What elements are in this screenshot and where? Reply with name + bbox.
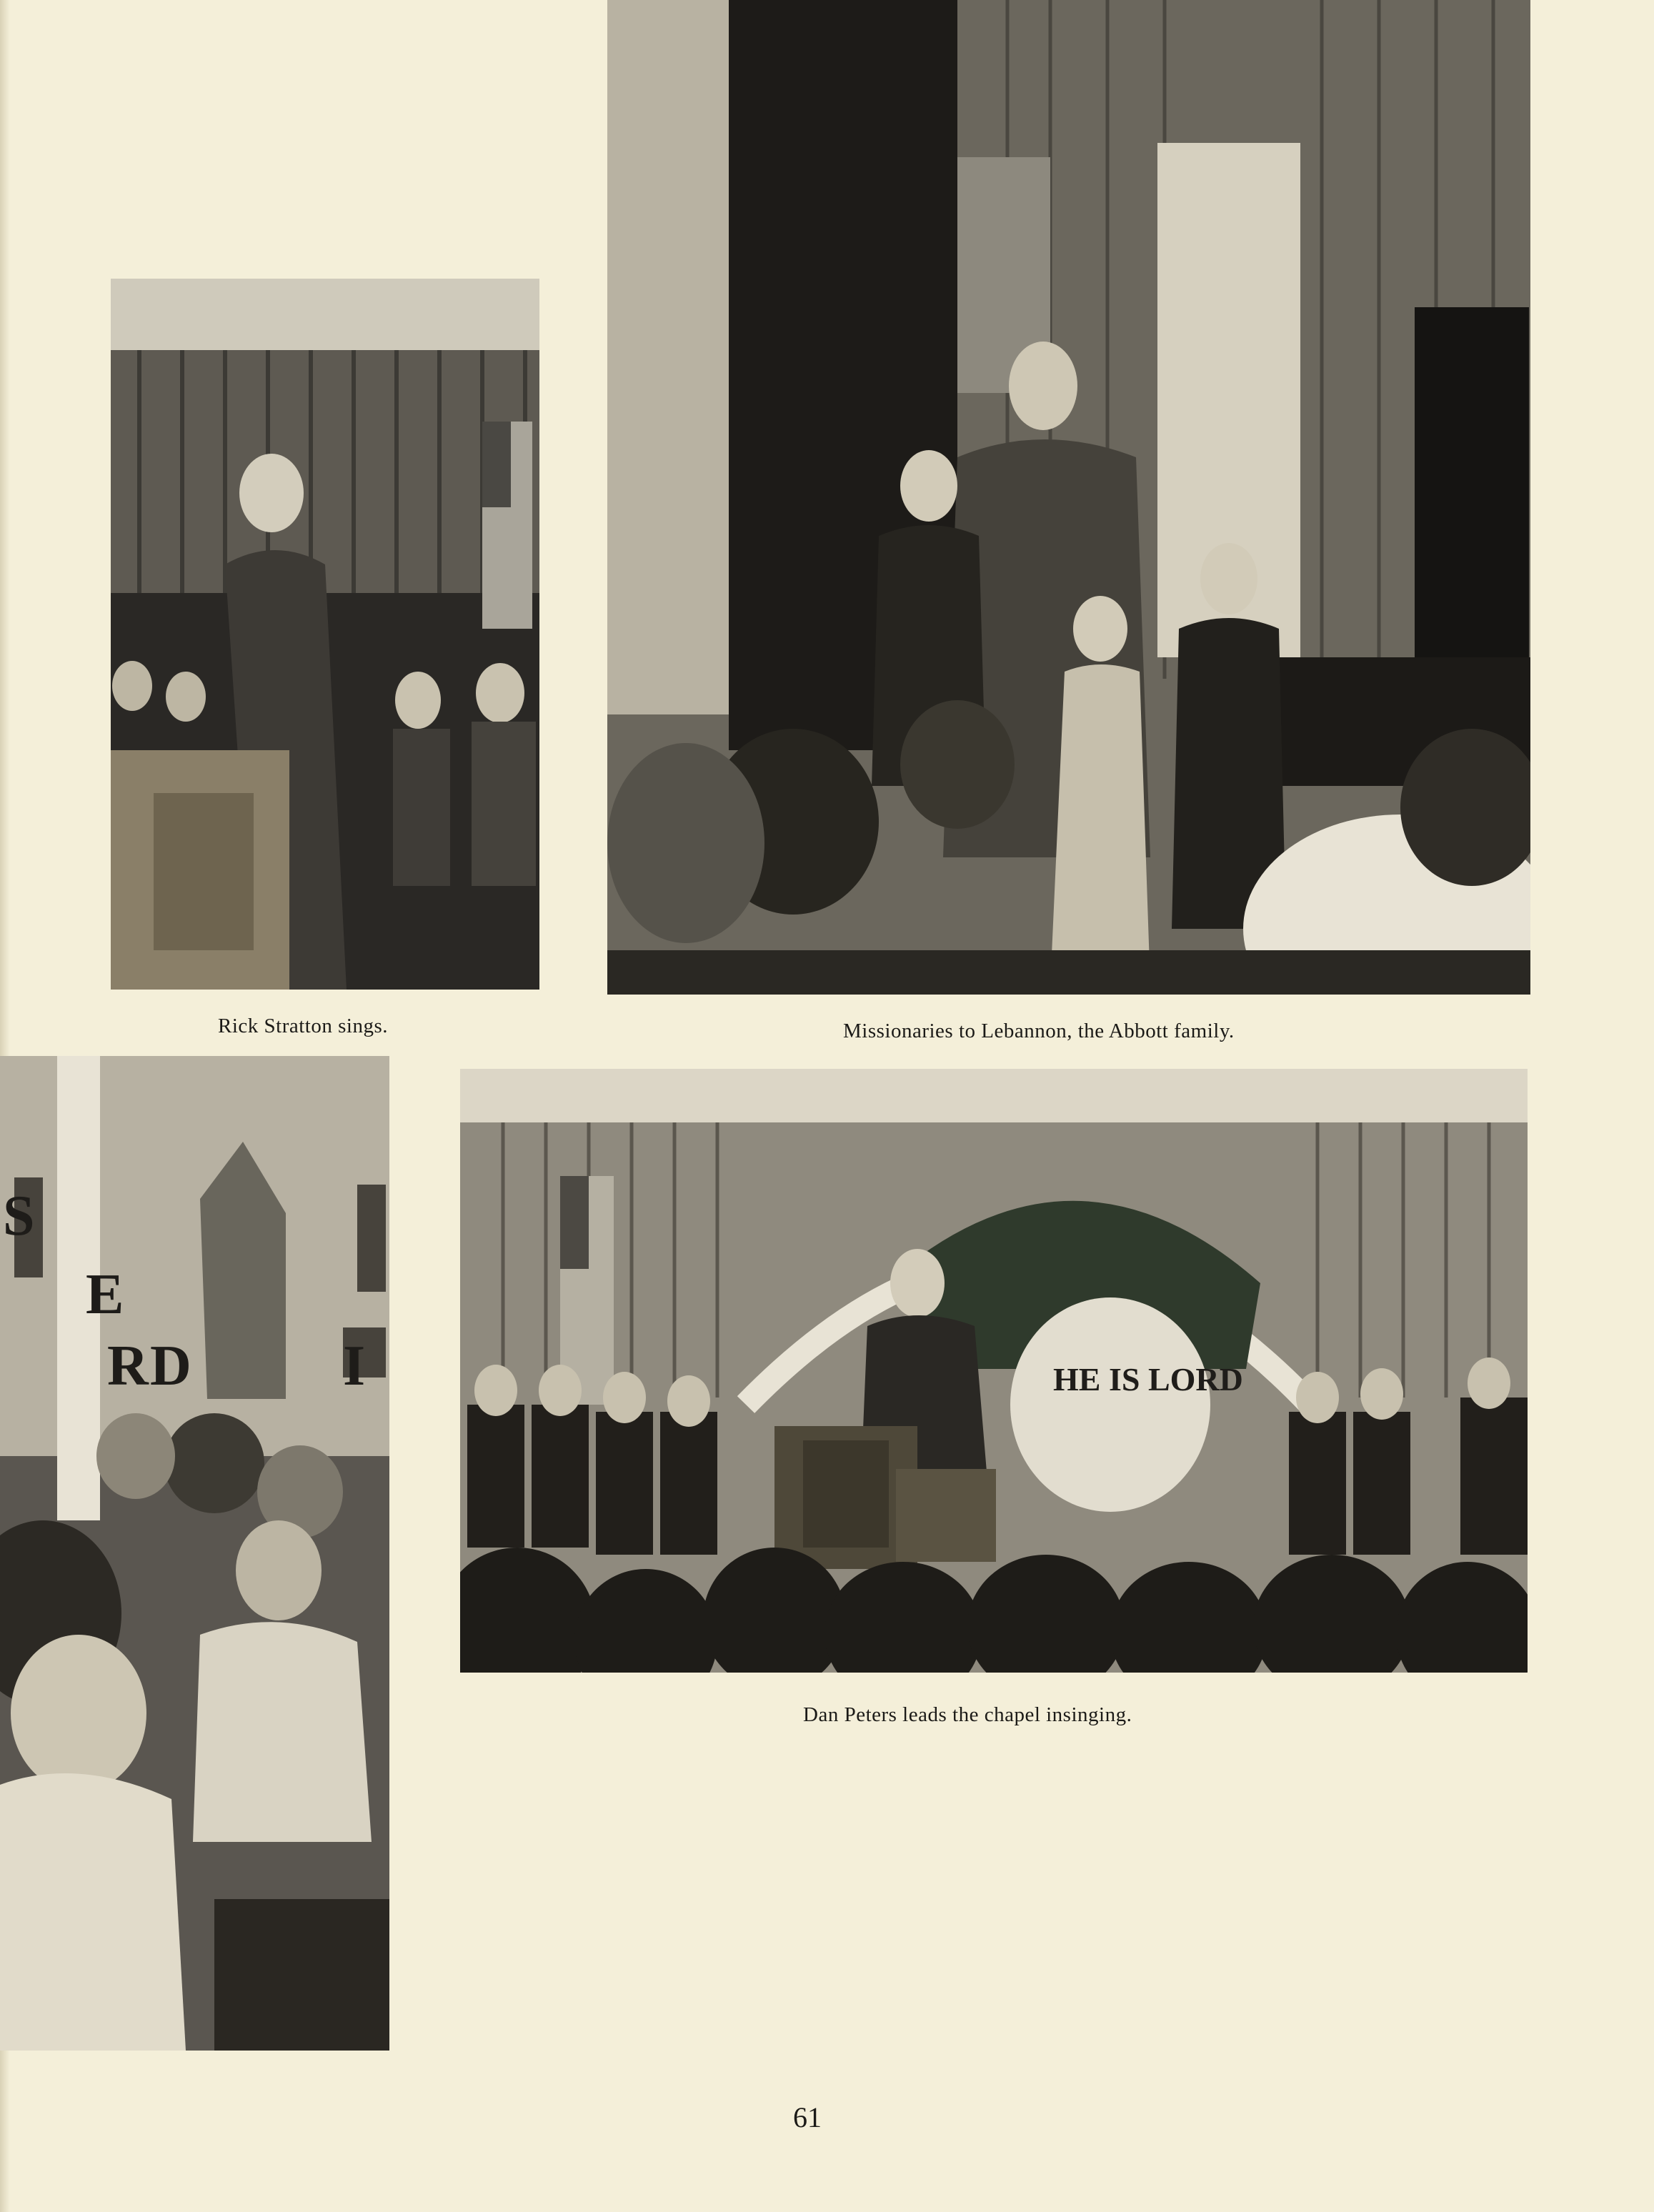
wall-letter-d: D [150, 1335, 191, 1398]
wall-letter-e: E [86, 1263, 124, 1326]
photo-abbott-family-image [607, 0, 1530, 995]
wall-letter-i: I [343, 1335, 366, 1398]
page-number: 61 [793, 2101, 822, 2133]
wall-letter-s: S [3, 1185, 35, 1247]
wall-letter-r: R [107, 1335, 149, 1398]
photo-dan-peters-caption: Dan Peters leads the chapel insinging. [803, 1703, 1132, 1726]
photo-rick-stratton-image [111, 279, 539, 990]
photo-dan-peters [460, 1069, 1528, 1673]
backdrop-sign-text: HE IS LORD [1053, 1361, 1243, 1398]
photo-abbott-family-caption: Missionaries to Lebannon, the Abbott family. [843, 1020, 1235, 1042]
photo-audience [0, 1056, 389, 2051]
photo-rick-stratton [111, 279, 539, 990]
photo-rick-stratton-caption: Rick Stratton sings. [218, 1015, 388, 1037]
photo-audience-image [0, 1056, 389, 2051]
photo-abbott-family [607, 0, 1530, 995]
photo-dan-peters-image [460, 1069, 1528, 1673]
